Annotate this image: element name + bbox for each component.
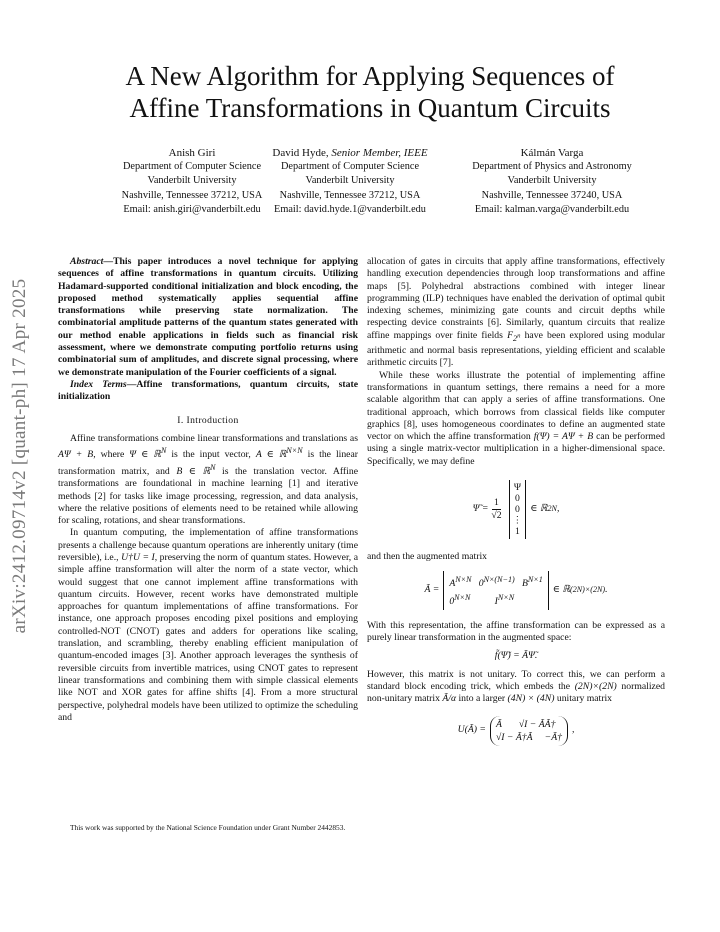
math-lhs: Ψ̃ =: [472, 503, 489, 515]
text-run: In quantum computing, the implementation of affine transformations presents a challenge because quantum operations are inherently unitary (time reversible), i.e.,: [58, 527, 358, 563]
text-run: allocation of gates in circuits that apply affine transformations, effectively handling execution dependencies through loop transformations and affine maps [5]. Polyhedral abstractions combined with integer linear programming (ILP) techniques have enabled the derivation of optimal qubit indexing schemes, minimizing gate counts and circuit depths while respecting device constraints [6]. Similarly, quantum circuits that realize affine mappings over finite fields: [367, 256, 665, 341]
math-inline: (2N)×(2N): [574, 680, 617, 692]
augmented-matrix: [443, 571, 548, 609]
math-inline: F: [507, 329, 514, 341]
author-dept: Department of Computer Science: [122, 161, 262, 173]
text-run: While these works illustrate the potential of implementing affine transformations in quantum settings, there remains a need for a more scalable algorithm that can apply a series of affine transformations. One traditional approach, which borrows from classical fields like computer graphics [8], uses homogeneous coordinates to define an augmented state vector on which the affine transformation: [367, 369, 665, 443]
vector-entry: 0: [514, 492, 520, 504]
matrix-entry: −Ã†: [544, 731, 562, 743]
matrix-entry: 0: [449, 595, 455, 607]
math-inline: f(Ψ) = AΨ + B: [533, 431, 594, 443]
abstract-label: Abstract: [70, 256, 104, 267]
abstract: [58, 256, 358, 379]
author-name: Anish Giri: [168, 147, 216, 159]
text-run: However, this matrix is not unitary. To correct this, we can perform a standard block encoding trick, which embeds the: [367, 668, 665, 692]
fraction: $\frac{1}{√2}$: [491, 496, 502, 521]
math-inline: AΨ + B: [58, 449, 94, 461]
author-address: Nashville, Tennessee 37212, USA: [121, 189, 263, 201]
right-paragraph-2: [367, 370, 665, 468]
author-block-2: [250, 146, 450, 217]
author-address: Nashville, Tennessee 37240, USA: [481, 189, 623, 201]
author-email: Email: anish.giri@vanderbilt.edu: [123, 203, 261, 215]
math-inline: Ψ ∈ ℝ: [129, 449, 161, 461]
index-terms-text: —Affine transformations, quantum circuits, state initialization: [58, 378, 358, 403]
right-column: [367, 256, 665, 756]
matrix-row-2: $0^{N\times N}$ $I^{N\times N}$: [449, 592, 515, 607]
arxiv-stamp: arXiv:2412.09714v2 [quant-ph] 17 Apr 2025: [9, 278, 30, 634]
equation-a-tilde: Ã = $A^{N\times N}$ $0^{N\times(N-1)}$ $B^{N\times 1}$ $0^{N\times N}$ $I^{N\times N}$ ∈ ℝ (2N)×(2N) .: [367, 571, 665, 609]
text-run: is the linear transformation matrix, and: [58, 449, 359, 477]
text-run: into a larger: [456, 693, 508, 705]
math-rhs: ∈ ℝ: [530, 503, 548, 515]
title-line-1: A New Algorithm for Applying Sequences of: [125, 61, 615, 91]
math-inline: B ∈ ℝ: [176, 465, 211, 477]
block-encoding-matrix: [490, 716, 568, 746]
author-name: [250, 146, 450, 160]
matrix-entry: √I − ÃÃ†: [518, 718, 556, 730]
intro-paragraph-1: Affine transformations combine linear transformations and translations as AΨ + B, where Ψ ∈ ℝ$^N$ is the input vector, A ∈ ℝ$^{N\times N}$ is the linear transformation matrix, and B ∈ ℝ$^N$ is the translation vector. Affine transformations are foundational in machine learning [1] and iterative methods [2] for tasks like image processing, regression, and data analysis, where the relative positions of elements need to be retained while allowing for scaling, rotations, and shear transformations.: [58, 432, 359, 527]
vector-entry: ⋮: [512, 514, 523, 526]
title-line-2: Affine Transformations in Quantum Circuits: [129, 93, 611, 123]
math-lhs: U(Ã) =: [457, 724, 486, 736]
author-email: Email: kalman.varga@vanderbilt.edu: [474, 203, 630, 215]
math-inline: A ∈ ℝ: [255, 449, 287, 461]
vector-entry: 1: [514, 525, 520, 537]
author-univ: Vanderbilt University: [507, 175, 597, 187]
matrix-row-2: [496, 731, 562, 744]
vector-entry: Ψ: [513, 481, 521, 493]
text-run: normalized non-unitary matrix: [367, 680, 665, 705]
math-inline: U†U = I: [121, 552, 155, 563]
right-paragraph-1: allocation of gates in circuits that apply affine transformations, effectively handling execution dependencies through loop transformations and affine maps [5]. Polyhedral abstractions combined with integer linear programming (ILP) techniques have enabled the derivation of optimal qubit indexing schemes, minimizing gate counts and circuit depths while respecting device constraints [6]. Similarly, quantum circuits that realize affine mappings over finite fields $F_{2^n}$ have been explored using modular arithmetic and normal basis representations, yielding efficient and scalable arithmetic circuits [7].: [367, 256, 665, 369]
author-email: Email: david.hyde.1@vanderbilt.edu: [274, 203, 426, 215]
then-text: and then the augmented matrix: [367, 550, 487, 562]
math-inline: Ã/α: [442, 693, 457, 705]
author-name-text: David Hyde,: [272, 147, 332, 159]
matrix-row-1: $A^{N\times N}$ $0^{N\times(N-1)}$ $B^{N\times 1}$: [449, 575, 543, 590]
author-univ: Vanderbilt University: [305, 175, 395, 187]
math-rhs: ∈ ℝ: [552, 584, 571, 596]
text-run: , where: [93, 449, 130, 461]
text-run: have been explored using modular arithmetic and normal basis representations, yielding efficient and scalable arithmetic circuits [7].: [367, 329, 665, 369]
author-role: Senior Member, IEEE: [331, 147, 428, 159]
author-univ: Vanderbilt University: [147, 175, 237, 187]
math-lhs: Ã =: [424, 584, 440, 596]
author-dept: Department of Physics and Astronomy: [472, 161, 632, 173]
intro-paragraph-2: [58, 527, 358, 724]
footnote-text: This work was supported by the National Science Foundation under Grant Number 2442853.: [70, 823, 346, 832]
author-name: Kálmán Varga: [520, 147, 584, 159]
index-terms: [58, 379, 358, 404]
equation-linear: f̃(Ψ̃) = ÃΨ̃.: [494, 650, 538, 662]
paper-title: [60, 60, 680, 124]
equation-psi-tilde: Ψ̃ = $\frac{1}{√2}$ Ψ 0 0 ⋮ 1 ∈ ℝ 2N ,: [472, 481, 560, 537]
with-text: With this representation, the affine transformation can be expressed as a purely linear transformation in the augmented space:: [367, 619, 665, 644]
author-dept: Department of Computer Science: [280, 161, 420, 173]
text-run: is the translation vector. Affine transformations are foundational in machine learning [1] and iterative methods [2] for tasks like image processing, regression, and data analysis, where the relative positions of elements need to be retained while allowing for scaling, rotations, and shear transformations.: [58, 465, 358, 527]
equation-unitary: U(Ã) = Ã √I − ÃÃ† √I − Ã†Ã −Ã† ,: [367, 716, 665, 746]
matrix-row-1: [496, 718, 562, 731]
abstract-text: —This paper introduces a novel technique for applying sequences of affine transformations in quantum circuits. Utilizing Hadamard-supported conditional initialization and block encoding, the proposed method systematically applies sequential affine transformations while preserving state normalization. The combinatorial amplitude patterns of the quantum states generated with our method enable applications in fields such as financial risk assessment, where we demonstrate computing portfolio returns using combinatorial sum of amplitudes, and discrete signal processing, where we demonstrate manipulation of the Fourier coefficients of a signal.: [58, 256, 358, 378]
text-run: , preserving the norm of quantum states. However, a simple affine transformation will alter the norm of a state vector, which would suggest that one cannot implement affine transformations with quantum circuits. However, recent works have demonstrated multiple approaches for quantum implementations of affine transformations. For instance, one approach proposes encoding pixel positions and employing controlled-NOT (CNOT) gates and adders for operations like scaling, translation, and scrambling, thereby enabling efficient manipulation of quantum-encoded images [3]. Another approach leverages the synthesis of reversible circuits from invertible matrices, using CNOT gates to represent linear transformations and combining them with simple classical elements like NOT and XOR gates for affine shifts [4]. From a more structural perspective, polyhedral models have been utilized to optimize the scheduling and: [58, 552, 358, 723]
text-run: Affine transformations combine linear transformations and translations as: [70, 432, 358, 444]
text-run: unitary matrix: [554, 693, 613, 705]
left-column: [58, 256, 358, 724]
matrix-entry: √I − Ã†Ã: [495, 731, 533, 743]
author-address: Nashville, Tennessee 37212, USA: [279, 189, 421, 201]
vector-matrix: [509, 480, 527, 539]
math-inline: (4N) × (4N): [507, 693, 555, 705]
text-run: can be performed using a single matrix-vector multiplication in a higher-dimensional space. Specifically, we may define: [367, 431, 665, 467]
matrix-entry: A: [449, 578, 456, 590]
author-block-3: [452, 146, 652, 217]
text-run: is the input vector,: [166, 449, 256, 461]
index-terms-label: Index Terms: [70, 378, 127, 390]
footnote: [58, 823, 358, 832]
section-heading: I. Introduction: [177, 414, 239, 426]
matrix-entry: Ã: [495, 718, 502, 730]
however-paragraph: [367, 669, 665, 706]
vector-entry: 0: [514, 503, 520, 515]
